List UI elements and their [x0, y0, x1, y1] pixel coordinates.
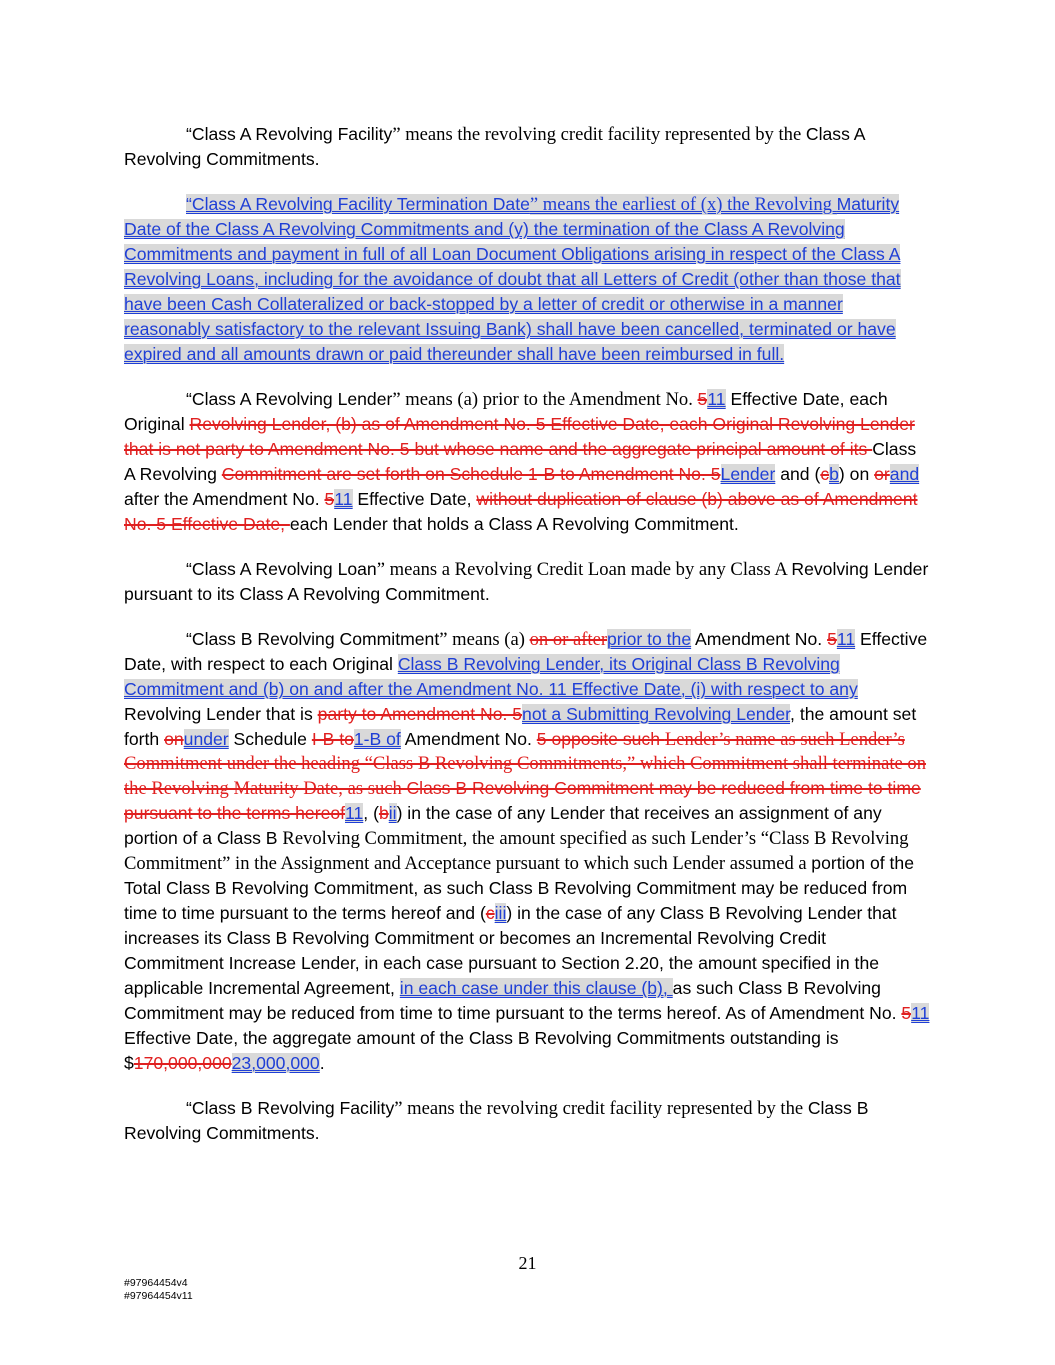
deleted-text: c	[820, 464, 830, 484]
defined-term: “Class A Revolving Facility	[186, 124, 393, 144]
deleted-text: Commitment are set forth on Schedule 1-B to Amendment No. 5	[221, 464, 721, 484]
definition-text: Class B Revolving Commitments.	[124, 1098, 869, 1143]
definition-class-a-termination-date	[124, 192, 930, 367]
inserted-text: 11	[334, 489, 353, 509]
definition-text: Effective Date, each Original	[124, 389, 888, 434]
definition-text: Revolving Commitment, the amount specified as such Lender’s “Class B Revolving Commitment” in the Assignment and Acceptance pursuant to which such Lender assumed a	[124, 828, 909, 874]
inserted-text: Lender	[720, 464, 776, 484]
definition-text: ” means the revolving credit facility represented by the	[392, 124, 806, 145]
definition-text: .	[319, 1053, 325, 1073]
definition-text: ” means the revolving credit facility represented by the	[394, 1098, 808, 1119]
definition-text: and (	[775, 464, 821, 484]
definition-text: ) on	[838, 464, 875, 484]
inserted-text: and	[889, 464, 920, 484]
definition-text: Amendment No.	[400, 729, 537, 749]
deleted-text: I-B to	[311, 729, 354, 749]
deleted-text: c	[485, 903, 495, 923]
defined-term: “Class B Revolving Facility	[186, 1098, 395, 1118]
inserted-text: 11	[345, 803, 364, 823]
defined-term: “Class A Revolving Loan	[186, 559, 377, 579]
definition-text: ” means (a)	[439, 629, 530, 650]
document-page	[124, 122, 930, 1166]
inserted-text: under	[183, 729, 229, 749]
definition-class-a-revolving-loan	[124, 557, 930, 607]
definition-text: ” means a Revolving Credit Loan made by any Class A	[376, 559, 792, 580]
definition-text: Amendment No.	[691, 629, 828, 649]
inserted-text: ” means the earliest of (x) the Revolving	[529, 194, 837, 215]
inserted-text: in each case under this clause (b),	[399, 978, 673, 998]
inserted-defined-term: “Class A Revolving Facility Termination Date	[186, 194, 530, 214]
inserted-text: Maturity Date of the Class A Revolving Commitments and (y) the termination of the Class A Revolving Commitments and payment in full of all Loan Document Obligations arising in respect of the Class A Revolving Loans, including for the avoidance of doubt that all Letters of Credit (other than those that have been Cash Collateralized or back-stopped by a letter of credit or otherwise in a manner reasonably satisfactory to the relevant Issuing Bank) shall have been cancelled, terminated or have expired and all amounts drawn or paid thereunder shall have been reimbursed in full.	[124, 194, 901, 364]
deleted-text: 5 opposite such	[536, 729, 665, 749]
definition-text: Class A Revolving	[124, 439, 917, 484]
deleted-text: Revolving Lender, (b) as of Amendment No. 5 Effective Date, each Original Revolving Lender that is not party to Amendment No. 5 but whose name and the aggregate principal amount of its	[124, 414, 915, 459]
definition-text: Class A Revolving Commitments.	[124, 124, 865, 169]
deleted-text: 5	[827, 629, 837, 649]
definition-class-a-revolving-lender	[124, 387, 930, 537]
definition-text: after the Amendment No.	[124, 489, 325, 509]
definition-text: , (	[363, 803, 379, 823]
deleted-text: 170,000,000	[133, 1053, 232, 1073]
definition-text: , the amount set forth	[124, 704, 917, 749]
deleted-text: 5	[324, 489, 335, 509]
document-id-new: #97964454v11	[124, 1290, 193, 1302]
page-number: 21	[518, 1253, 537, 1273]
deleted-text: 5	[901, 1003, 912, 1023]
definition-class-a-revolving-facility	[124, 122, 930, 172]
deleted-text: b	[378, 803, 389, 823]
inserted-text: iii	[494, 903, 507, 923]
definition-text: Schedule	[228, 729, 312, 749]
inserted-text: prior to the	[607, 629, 692, 649]
definition-class-b-revolving-commitment	[124, 627, 930, 1076]
definition-text: as such Class B Revolving Commitment may be reduced from time to time pursuant to the terms hereof. As of Amendment No.	[124, 978, 902, 1023]
inserted-text: 1-B of	[353, 729, 401, 749]
inserted-text: 23,000,000	[231, 1053, 320, 1073]
definition-class-b-revolving-facility	[124, 1096, 930, 1146]
definition-text: Revolving Lender pursuant to its Class A Revolving Commitment.	[124, 559, 929, 604]
defined-term: “Class B Revolving Commitment	[186, 629, 440, 649]
definition-text: Effective Date, the aggregate amount of the Class B Revolving Commitments outstanding is $	[124, 1028, 839, 1073]
definition-text: ” means (a) prior to the Amendment No.	[392, 389, 698, 410]
deleted-text: Class B Revolving Commitment may be reduced from time to time pursuant to the terms hereof	[124, 778, 921, 823]
document-id-old: #97964454v4	[124, 1277, 188, 1289]
deleted-text: or	[874, 464, 890, 484]
inserted-text: 11	[836, 629, 856, 649]
definition-text: portion of the Total Class B Revolving Commitment, as such Class B Revolving Commitment may be reduced from time to time pursuant to the terms hereof and (	[124, 853, 914, 923]
inserted-text: Class B Revolving Lender, its Original Class B Revolving Commitment and (b) on and after the Amendment No. 11 Effective Date, (i) with respect to any	[124, 654, 858, 699]
definition-text: ) in the case of any Class B Revolving Lender that increases its Class B Revolving Commitment or becomes an Incremental Revolving Credit Commitment Increase Lender, in each case pursuant to Section 2.20, the amount specified in the applicable Incremental Agreement,	[124, 903, 897, 998]
deleted-text: on	[164, 729, 184, 749]
definition-text: Revolving Lender that is	[124, 704, 318, 724]
inserted-text: 11	[911, 1003, 930, 1023]
inserted-text: not a Submitting Revolving Lender	[522, 704, 791, 724]
defined-term: “Class A Revolving Lender	[186, 389, 393, 409]
deleted-text: Lender’s name as such Lender’s Commitment under the heading “Class B Revolving Commitments,” which Commitment shall terminate on the Revolving Maturity Date, as such	[124, 729, 927, 799]
deleted-text: party to Amendment No. 5	[317, 704, 523, 724]
deleted-text: on or after	[529, 629, 608, 650]
inserted-text: 11	[707, 389, 726, 409]
inserted-text: b	[829, 464, 839, 484]
definition-text: each Lender that holds a Class A Revolving Commitment.	[289, 514, 739, 534]
definition-text: Effective Date,	[352, 489, 477, 509]
definition-text: ) in the case of any Lender that receives an assignment of any portion of a Class B	[124, 803, 882, 848]
deleted-text: without duplication of clause (b) above as of Amendment No. 5 Effective Date,	[124, 489, 918, 534]
inserted-text: ii	[388, 803, 397, 823]
deleted-text: 5	[697, 389, 708, 409]
definition-text: Effective Date, with respect to each Original	[124, 629, 928, 674]
